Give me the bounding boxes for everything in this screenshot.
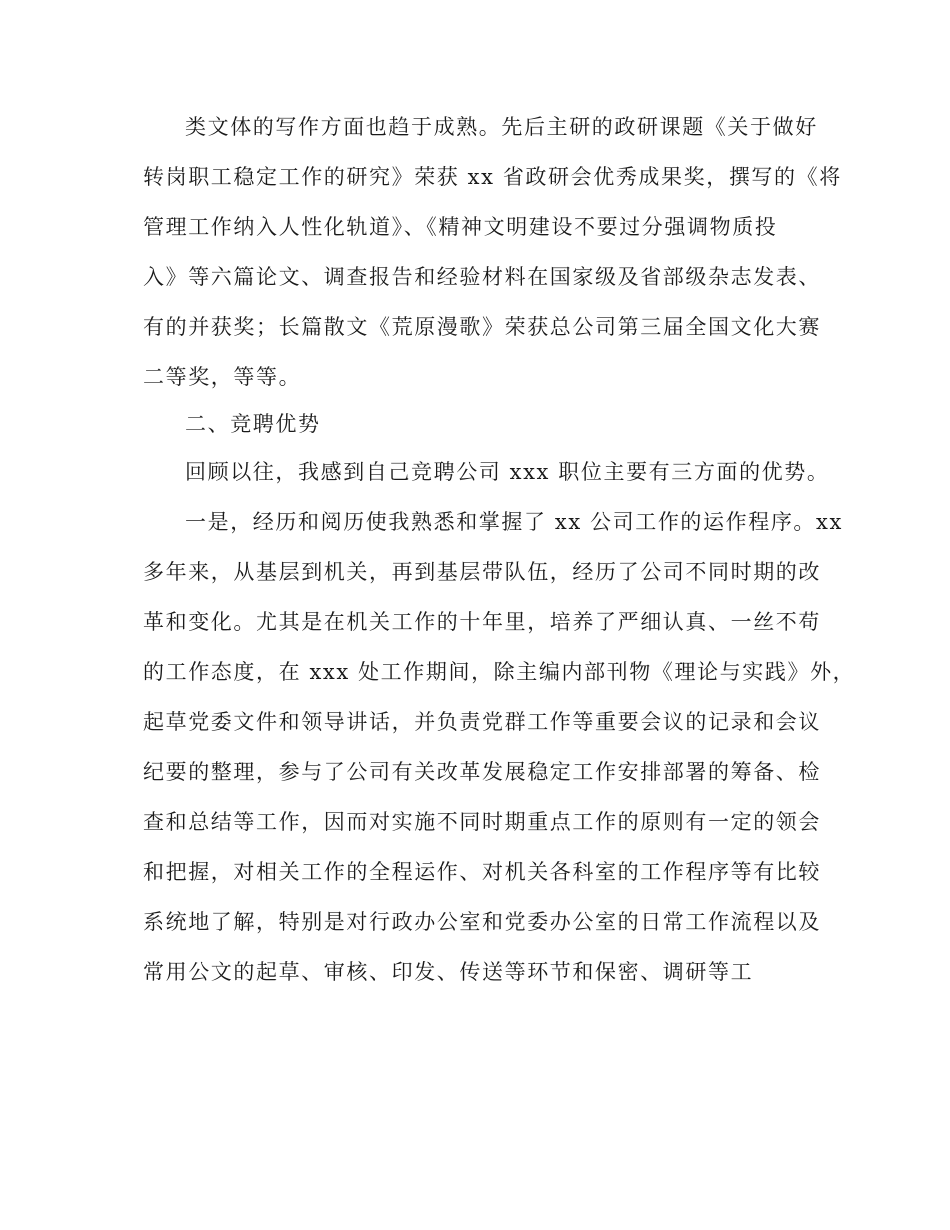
text-line: 二等奖，等等。 (143, 365, 302, 389)
text-line: 一是，经历和阅历使我熟悉和掌握了 xx 公司工作的运作程序。xx (185, 510, 843, 534)
text-line: 和把握，对相关工作的全程运作、对机关各科室的工作程序等有比较 (143, 860, 821, 884)
text-line: 起草党委文件和领导讲话，并负责党群工作等重要会议的记录和会议 (143, 710, 821, 734)
text-line: 纪要的整理，参与了公司有关改革发展稳定工作安排部署的筹备、检 (143, 760, 821, 784)
text-line: 常用公文的起草、审核、印发、传送等环节和保密、调研等工 (143, 960, 754, 984)
text-line: 的工作态度，在 xxx 处工作期间，除主编内部刊物《理论与实践》外， (143, 660, 856, 684)
text-line: 转岗职工稳定工作的研究》荣获 xx 省政研会优秀成果奖，撰写的《将 (143, 165, 842, 189)
section-heading: 二、竞聘优势 (185, 412, 321, 436)
text-line: 入》等六篇论文、调查报告和经验材料在国家级及省部级杂志发表、 (143, 265, 821, 289)
text-line: 有的并获奖；长篇散文《荒原漫歌》荣获总公司第三届全国文化大赛 (143, 315, 821, 339)
text-line: 查和总结等工作，因而对实施不同时期重点工作的原则有一定的领会 (143, 810, 821, 834)
text-line: 革和变化。尤其是在机关工作的十年里，培养了严细认真、一丝不苟 (143, 610, 821, 634)
text-line: 类文体的写作方面也趋于成熟。先后主研的政研课题《关于做好 (185, 115, 818, 139)
text-line: 管理工作纳入人性化轨道》、《精神文明建设不要过分强调物质投 (143, 215, 778, 239)
text-line: 回顾以往，我感到自己竞聘公司 xxx 职位主要有三方面的优势。 (185, 460, 830, 484)
text-line: 多年来，从基层到机关，再到基层带队伍，经历了公司不同时期的改 (143, 560, 821, 584)
text-line: 系统地了解，特别是对行政办公室和党委办公室的日常工作流程以及 (143, 910, 821, 934)
